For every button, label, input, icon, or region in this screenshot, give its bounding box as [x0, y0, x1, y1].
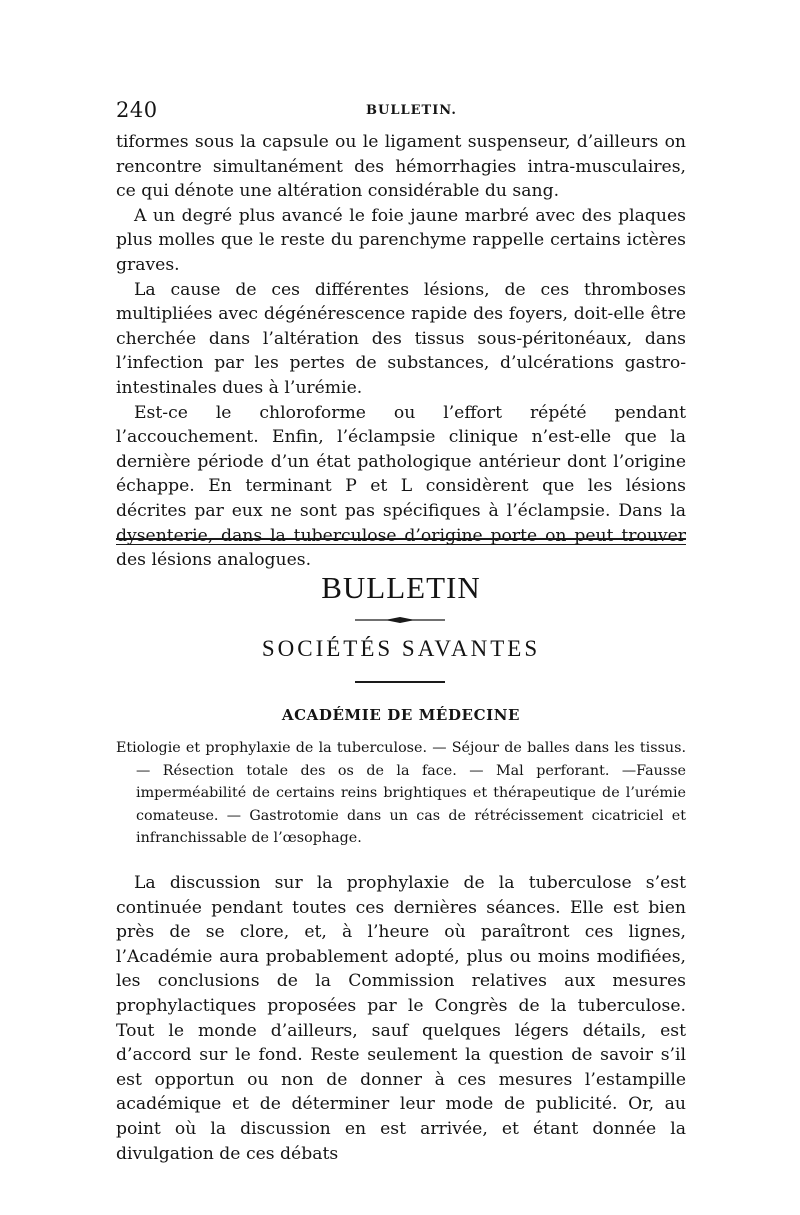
running-title: BULLETIN. — [366, 103, 457, 118]
section-divider-thin — [116, 544, 686, 545]
academie-heading: ACADÉMIE DE MÉDECINE — [281, 706, 521, 724]
top-text-block — [116, 130, 686, 573]
page-number: 240 — [116, 98, 158, 122]
paragraph: La cause de ces différentes lésions, de ces thromboses multipliées avec dégénérescence rapide des foyers, doit-elle être cherchée dans l’altération des tissus sous-péritonéaux, dans l’infection par les pertes de substances, d’ulcérations gastro-intestinales dues à l’urémie. — [116, 279, 686, 398]
section-divider-thick — [116, 538, 686, 540]
paragraph: tiformes sous la capsule ou le ligament suspenseur, d’ailleurs on rencontre simultanément des hémorrhagies intra-musculaires, ce qui dénote une altération considérable du sang. — [116, 132, 686, 202]
paragraph: A un degré plus avancé le foie jaune marbré avec des plaques plus molles que le reste du parenchyme rappelle certains ictères graves. — [116, 205, 686, 275]
session-summary: Etiologie et prophylaxie de la tuberculose. — Séjour de balles dans les tissus. — Résection totale des os de la face. — Mal perforant. —Fausse imperméabilité de certains reins brightiques et thérapeutique de l’urémie comateuse. — Gastrotomie dans un cas de rétrécissement cicatriciel et infranchissable de l’œsophage. — [116, 740, 686, 847]
short-divider — [355, 681, 445, 683]
running-head — [116, 96, 686, 126]
paragraph: Est-ce le chloroforme ou l’effort répété pendant l’accouchement. Enfin, l’éclampsie clinique n’est-elle que la dernière période d’un état pathologique antérieur dont l’origine échappe. En terminant P et L considèrent que les lésions décrites par eux ne sont pas spécifiques à l’éclampsie. Dans la dysenterie, dans la tuberculose d’origine porte on peut trouver des lésions analogues. — [116, 402, 686, 571]
paragraph: La discussion sur la prophylaxie de la tuberculose s’est continuée pendant toutes ces dernières séances. Elle est bien près de se clore, et, à l’heure où paraîtront ces lignes, l’Académie aura probablement adopté, plus ou moins modifiées, les conclusions de la Commission relatives aux mesures prophylactiques proposées par le Congrès de la tuberculose. Tout le monde d’ailleurs, sauf quelques légers détails, est d’accord sur le fond. Reste seulement la question de savoir s’il est opportun ou non de donner à ces mesures l’estampille académique et de déterminer leur mode de publicité. Or, au point où la discussion en est arrivée, et étant donnée la divulgation de ces débats — [116, 873, 686, 1164]
bottom-text-block — [116, 871, 686, 1166]
ornament-divider — [355, 616, 445, 624]
societes-title: SOCIÉTÉS SAVANTES — [261, 636, 541, 661]
bulletin-title: BULLETIN — [321, 570, 481, 605]
